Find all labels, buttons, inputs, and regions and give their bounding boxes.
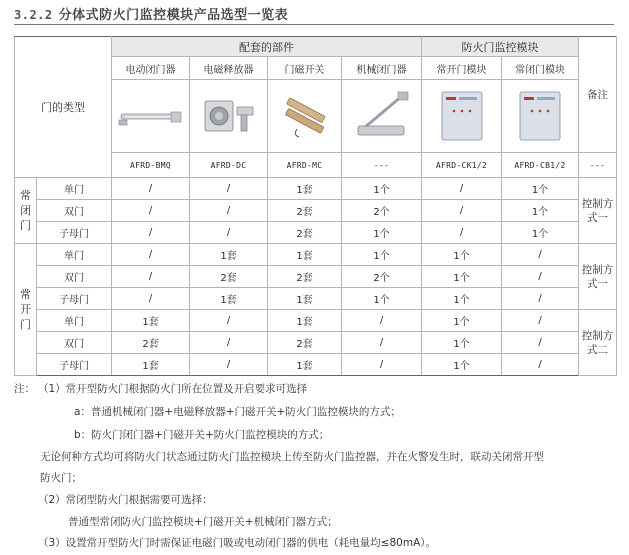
table-cell: 1套 xyxy=(268,288,342,310)
remark-text: 控制方式一 xyxy=(581,263,614,290)
door-kind: 双门 xyxy=(37,266,112,288)
product-image-cell xyxy=(502,80,579,153)
product-image-cell xyxy=(268,80,342,153)
table-cell: 1套 xyxy=(268,354,342,376)
table-cell: / xyxy=(502,354,579,376)
product-model: AFRD-CB1/2 xyxy=(502,153,579,178)
table-cell: 1个 xyxy=(342,178,422,200)
door-kind: 双门 xyxy=(37,332,112,354)
note-1: （1）常开型防火门根据防火门所在位置及开启要求可选择 xyxy=(38,383,308,395)
title-underline xyxy=(14,24,614,25)
table-cell: 2套 xyxy=(268,332,342,354)
group-label-text: 常闭门 xyxy=(20,189,31,232)
note-1a: a：普通机械闭门器+电磁释放器+门磁开关+防火门监控模块的方式； xyxy=(74,406,401,418)
table-cell: / xyxy=(112,288,190,310)
table-cell: 1个 xyxy=(342,244,422,266)
table-cell: 1个 xyxy=(422,288,502,310)
table-cell: 2个 xyxy=(342,266,422,288)
remark-model: --- xyxy=(579,153,617,178)
table-cell: / xyxy=(190,354,268,376)
group-label-normally-open xyxy=(15,244,37,376)
table-cell: 1套 xyxy=(112,310,190,332)
table-cell: / xyxy=(190,200,268,222)
table-cell: / xyxy=(112,178,190,200)
table-cell: 1套 xyxy=(190,288,268,310)
note-1b: b：防火门闭门器+门磁开关+防火门监控模块的方式； xyxy=(74,429,330,441)
product-name: 门磁开关 xyxy=(268,57,342,80)
remark-text: 控制方式一 xyxy=(581,197,614,224)
door-closer-rail-icon xyxy=(117,96,185,136)
door-kind: 单门 xyxy=(37,310,112,332)
section-title-text: 分体式防火门监控模块产品选型一览表 xyxy=(58,8,289,23)
electromagnetic-release-icon xyxy=(199,93,259,139)
product-name: 常开门模块 xyxy=(422,57,502,80)
table-cell: 1个 xyxy=(502,178,579,200)
table-cell: / xyxy=(190,332,268,354)
product-name: 常闭门模块 xyxy=(502,57,579,80)
table-cell: / xyxy=(342,310,422,332)
product-model: AFRD-BMQ xyxy=(112,153,190,178)
table-cell: 1套 xyxy=(190,244,268,266)
door-kind: 子母门 xyxy=(37,354,112,376)
table-cell: / xyxy=(422,178,502,200)
table-cell: 2个 xyxy=(342,200,422,222)
table-cell: 1套 xyxy=(268,244,342,266)
table-cell: 1个 xyxy=(502,222,579,244)
table-cell: 2套 xyxy=(268,266,342,288)
door-kind: 双门 xyxy=(37,200,112,222)
table-cell: 1套 xyxy=(268,310,342,332)
table-cell: / xyxy=(422,200,502,222)
table-cell: 1个 xyxy=(342,222,422,244)
table-cell: 1个 xyxy=(342,288,422,310)
table-cell: / xyxy=(112,266,190,288)
section-number: 3.2.2 xyxy=(14,8,53,22)
door-magnetic-switch-icon xyxy=(275,93,335,139)
remark-cell xyxy=(579,310,617,376)
table-cell: 1个 xyxy=(502,200,579,222)
product-model: AFRD-MC xyxy=(268,153,342,178)
product-selection-table xyxy=(14,36,617,376)
table-cell: 1套 xyxy=(268,178,342,200)
table-cell: / xyxy=(502,332,579,354)
table-cell: / xyxy=(342,332,422,354)
remark-text: 控制方式二 xyxy=(581,329,614,356)
product-image-cell xyxy=(190,80,268,153)
table-cell: 1套 xyxy=(112,354,190,376)
remark-header: 备注 xyxy=(579,37,617,153)
product-image-cell xyxy=(342,80,422,153)
remark-cell xyxy=(579,244,617,310)
table-cell: / xyxy=(112,200,190,222)
parts-group-header: 配套的部件 xyxy=(112,37,422,57)
module-group-header: 防火门监控模块 xyxy=(422,37,579,57)
table-cell: 1个 xyxy=(422,332,502,354)
note-prefix: 注： xyxy=(14,383,35,395)
product-image-cell xyxy=(422,80,502,153)
door-kind: 单门 xyxy=(37,178,112,200)
product-name: 电动闭门器 xyxy=(112,57,190,80)
table-cell: 1个 xyxy=(422,310,502,332)
product-name: 电磁释放器 xyxy=(190,57,268,80)
table-cell: / xyxy=(502,310,579,332)
table-cell: / xyxy=(502,244,579,266)
product-model: AFRD-CK1/2 xyxy=(422,153,502,178)
note-3: （3）设置常开型防火门时需保证电磁门吸或电动闭门器的供电（耗电量均≤80mA）。 xyxy=(38,537,436,549)
door-type-header: 门的类型 xyxy=(15,37,112,178)
note-1c: 无论何种方式均可将防火门状态通过防火门监控模块上传至防火门监控器，并在火警发生时，联动关闭常开型 xyxy=(40,451,544,463)
table-cell: 1个 xyxy=(422,266,502,288)
note-1d: 防火门； xyxy=(40,472,82,484)
product-name: 机械闭门器 xyxy=(342,57,422,80)
table-cell: 1个 xyxy=(422,244,502,266)
table-cell: 2套 xyxy=(268,222,342,244)
monitor-module-icon xyxy=(438,89,486,143)
table-cell: / xyxy=(112,222,190,244)
product-model: AFRD-DC xyxy=(190,153,268,178)
table-cell: / xyxy=(190,178,268,200)
table-cell: 2套 xyxy=(112,332,190,354)
product-image-cell xyxy=(112,80,190,153)
table-cell: / xyxy=(190,222,268,244)
table-cell: 1个 xyxy=(422,354,502,376)
table-cell: 2套 xyxy=(268,200,342,222)
note-2a: 普通型常闭防火门监控模块+门磁开关+机械闭门器方式； xyxy=(68,516,338,528)
table-cell: 2套 xyxy=(190,266,268,288)
table-cell: / xyxy=(422,222,502,244)
remark-cell xyxy=(579,178,617,244)
group-label-normally-closed xyxy=(15,178,37,244)
note-2: （2）常闭型防火门根据需要可选择： xyxy=(38,494,213,506)
monitor-module-icon xyxy=(516,89,564,143)
mechanical-door-closer-icon xyxy=(350,88,414,144)
table-cell: / xyxy=(502,288,579,310)
door-kind: 子母门 xyxy=(37,288,112,310)
group-label-text: 常开门 xyxy=(20,288,31,331)
product-model: --- xyxy=(342,153,422,178)
table-cell: / xyxy=(112,244,190,266)
section-title xyxy=(14,4,288,23)
table-cell: / xyxy=(342,354,422,376)
door-kind: 子母门 xyxy=(37,222,112,244)
table-cell: / xyxy=(502,266,579,288)
table-cell: / xyxy=(190,310,268,332)
door-kind: 单门 xyxy=(37,244,112,266)
